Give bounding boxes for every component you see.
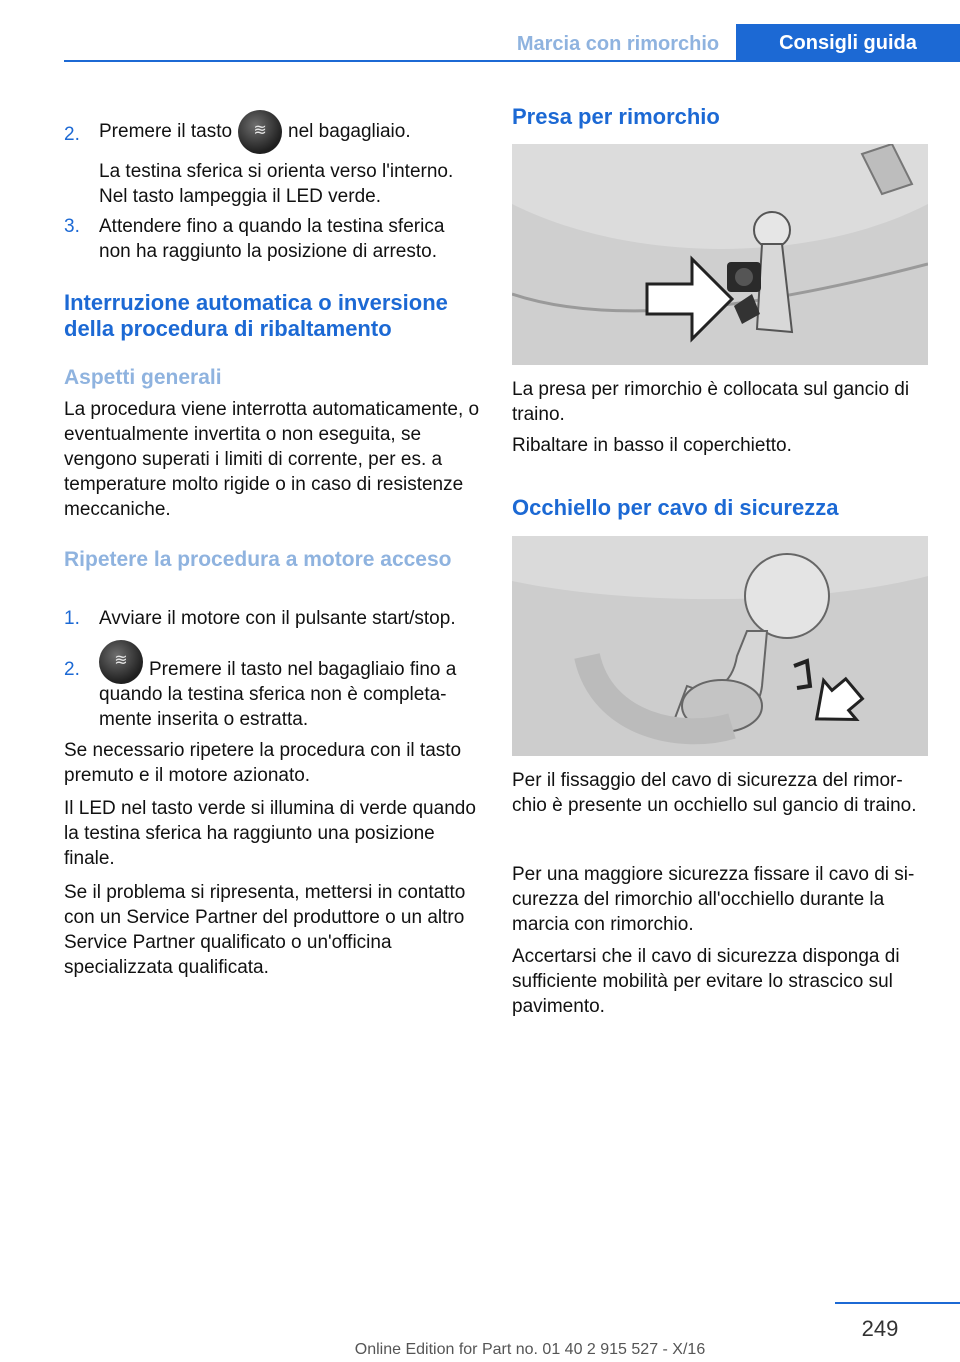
paragraph-occhiello-2: Per una maggiore sicurezza fissare il cavo di sicurezza del rimorchio all'occhiello durante la marcia con rimorchio. bbox=[512, 864, 915, 935]
header-section-title: Marcia con rimorchio bbox=[516, 33, 720, 55]
paragraph-presa-2: Ribaltare in basso il coperchietto. bbox=[512, 435, 792, 456]
paragraph-aspetti: La procedura viene interrotta automaticamente, o eventualmente invertita o non eseguita, se vengono superati i limiti di corrente, per es. a temperature molto rigide o in caso di resistenze meccaniche. bbox=[64, 399, 480, 520]
paragraph-problema: Se il problema si ripresenta, mettersi in contatto con un Service Partner del produttore o un altro Service Partner qualificato o un'officina specializzata qualificata. bbox=[64, 882, 466, 978]
heading-aspetti-generali: Aspetti generali bbox=[64, 366, 222, 389]
repeat-step-1-number: 1. bbox=[64, 608, 80, 629]
repeat-step-1-text: Avviare il motore con il pulsante start/stop. bbox=[99, 608, 456, 629]
edition-footer: Online Edition for Part no. 01 40 2 915 527 - X/16 bbox=[354, 1341, 706, 1358]
page-number: 249 bbox=[861, 1316, 899, 1341]
step-2-detail: La testina sferica si orienta verso l'interno. Nel tasto lampeggia il LED verde. bbox=[99, 161, 454, 207]
step-2-text-after: nel bagagliaio. bbox=[288, 121, 411, 143]
paragraph-occhiello-1: Per il fissaggio del cavo di sicurezza del rimorchio è presente un occhiello sul gancio di traino. bbox=[512, 770, 917, 816]
heading-presa-rimorchio: Presa per rimorchio bbox=[512, 104, 720, 129]
step-3-number: 3. bbox=[64, 216, 80, 237]
trailer-socket-drawing bbox=[512, 144, 928, 365]
repeat-step-2-number: 2. bbox=[64, 659, 80, 680]
safety-cable-eyelet-drawing bbox=[512, 536, 928, 756]
step-3-text: Attendere fino a quando la testina sferica non ha raggiunto la posizione di arresto. bbox=[99, 216, 445, 262]
repeat-step-2-text: Premere il tasto nel bagagliaio fino a quando la testina sferica non è completamente inserita o estratta. bbox=[99, 659, 457, 730]
heading-interruzione: Interruzione automatica o inversione della procedura di ribaltamento bbox=[64, 290, 448, 341]
safety-cable-eyelet-illustration bbox=[512, 536, 928, 756]
trailer-socket-illustration bbox=[512, 144, 928, 365]
paragraph-presa-1: La presa per rimorchio è collocata sul gancio di traino. bbox=[512, 379, 910, 425]
step-2-number: 2. bbox=[64, 124, 80, 145]
footer-rule bbox=[835, 1302, 960, 1304]
paragraph-occhiello-3: Accertarsi che il cavo di sicurezza disponga di sufficiente mobilità per evitare lo strascico sul pavimento. bbox=[512, 946, 900, 1017]
header-rule bbox=[64, 60, 960, 62]
tow-hitch-button-icon: ≋ bbox=[238, 110, 282, 154]
step-2-text-before: Premere il tasto bbox=[99, 121, 233, 143]
heading-occhiello: Occhiello per cavo di sicurezza bbox=[512, 495, 839, 520]
paragraph-led: Il LED nel tasto verde si illumina di verde quando la testina sferica ha raggiunto una posizione finale. bbox=[64, 798, 476, 869]
tow-hitch-button-icon: ≋ bbox=[99, 640, 143, 684]
step-2-instruction bbox=[99, 110, 480, 154]
paragraph-necessario: Se necessario ripetere la procedura con il tasto premuto e il motore azionato. bbox=[64, 740, 462, 786]
heading-ripetere: Ripetere la procedura a motore acceso bbox=[64, 548, 452, 571]
header-chapter-tab: Consigli guida bbox=[736, 24, 960, 62]
